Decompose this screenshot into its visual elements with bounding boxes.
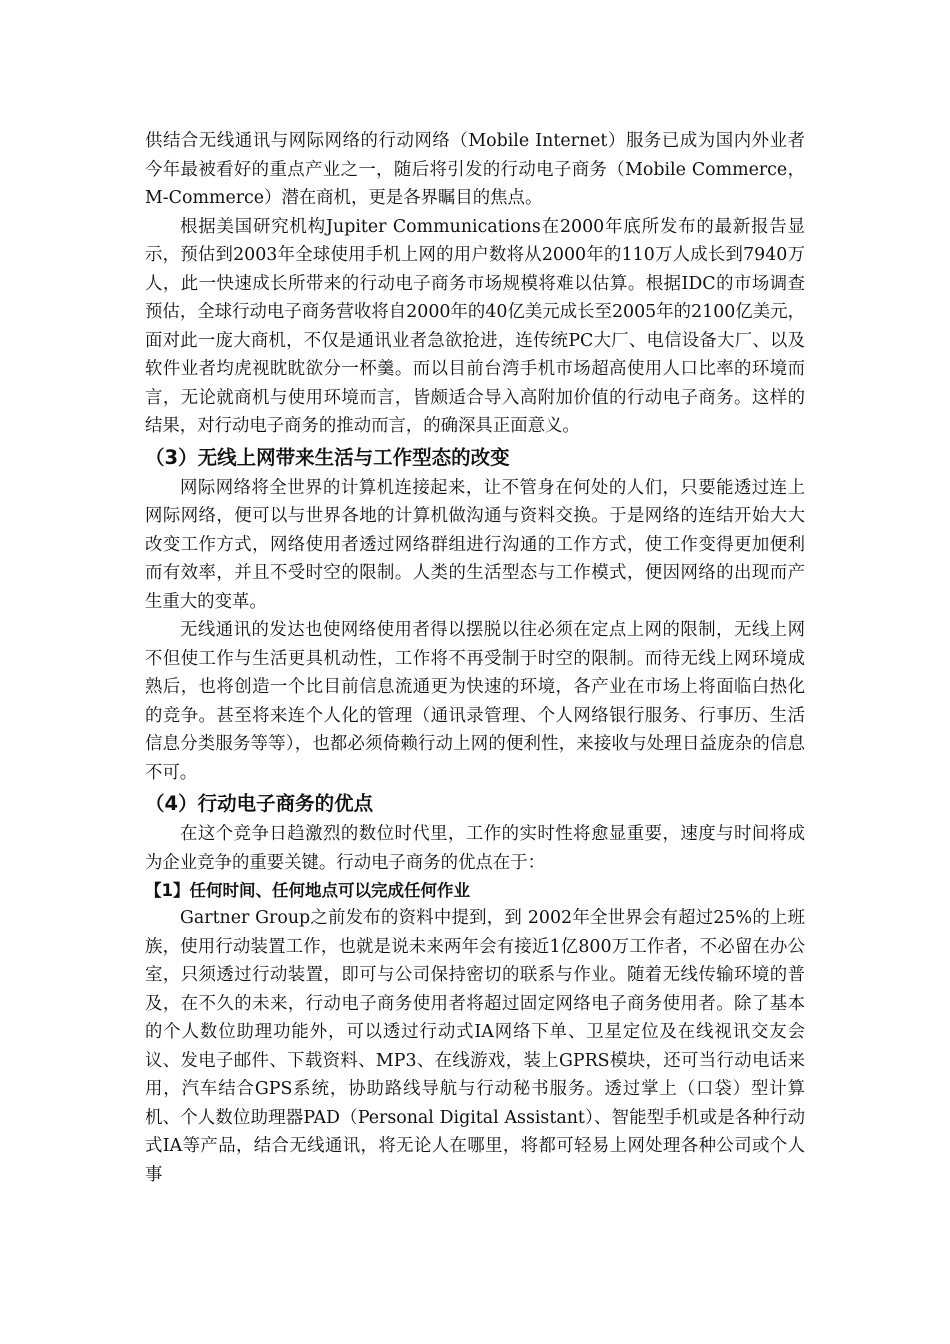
body-paragraph: 网际网络将全世界的计算机连接起来，让不管身在何处的人们，只要能透过连上网际网络，便可以与世界各地的计算机做沟通与资料交换。于是网络的连结开始大大改变工作方式，网络使用者透过网络群组进行沟通的工作方式，使工作变得更加便利而有效率，并且不受时空的限制。人类的生活型态与工作模式，便因网络的出现而产生重大的变革。 bbox=[145, 477, 805, 612]
section-heading: （4）行动电子商务的优点 bbox=[145, 792, 374, 815]
document-page bbox=[145, 127, 805, 1189]
subsection-heading: 【1】任何时间、任何地点可以完成任何作业 bbox=[145, 881, 470, 900]
body-paragraph: 根据美国研究机构Jupiter Communications在2000年底所发布的最新报告显示，预估到2003年全球使用手机上网的用户数将从2000年的110万人成长到7940万人，此一快速成长所带来的行动电子商务市场规模将难以估算。根据IDC的市场调查预估，全球行动电子商务营收将自2000年的40亿美元成长至2005年的2100亿美元，面对此一庞大商机，不仅是通讯业者急欲抢进，连传统PC大厂、电信设备大厂、以及软件业者均虎视眈眈欲分一杯羹。而以目前台湾手机市场超高使用人口比率的环境而言，无论就商机与使用环境而言，皆颇适合导入高附加价值的行动电子商务。这样的结果，对行动电子商务的推动而言，的确深具正面意义。 bbox=[145, 216, 805, 436]
body-paragraph: Gartner Group之前发布的资料中提到，到 2002年全世界会有超过25%的上班族，使用行动装置工作，也就是说未来两年会有接近1亿800万工作者，不必留在办公室，只须透过行动装置，即可与公司保持密切的联系与作业。随着无线传输环境的普及，在不久的未来，行动电子商务使用者将超过固定网络电子商务使用者。除了基本的个人数位助理功能外，可以透过行动式IA网络下单、卫星定位及在线视讯交友会议、发电子邮件、下载资料、MP3、在线游戏，装上GPRS模块，还可当行动电话来用，汽车结合GPS系统，协助路线导航与行动秘书服务。透过掌上（口袋）型计算机、个人数位助理器PAD（Personal Digital Assistant）、智能型手机或是各种行动式IA等产品，结合无线通讯，将无论人在哪里，将都可轻易上网处理各种公司或个人事 bbox=[145, 908, 805, 1185]
body-paragraph: 无线通讯的发达也使网络使用者得以摆脱以往必须在定点上网的限制，无线上网不但使工作与生活更具机动性，工作将不再受制于时空的限制。而待无线上网环境成熟后，也将创造一个比目前信息流通更为快速的环境，各产业在市场上将面临白热化的竞争。甚至将来连个人化的管理（通讯录管理、个人网络银行服务、行事历、生活信息分类服务等等），也都必须倚赖行动上网的便利性，来接收与处理日益庞杂的信息不可。 bbox=[145, 620, 805, 783]
body-paragraph: 在这个竞争日趋激烈的数位时代里，工作的实时性将愈显重要，速度与时间将成为企业竞争的重要关键。行动电子商务的优点在于： bbox=[145, 824, 805, 873]
section-heading: （3）无线上网带来生活与工作型态的改变 bbox=[145, 445, 510, 469]
body-paragraph: 供结合无线通讯与网际网络的行动网络（Mobile Internet）服务已成为国内外业者今年最被看好的重点产业之一，随后将引发的行动电子商务（Mobile Commerce，M-Commerce）潜在商机，更是各界瞩目的焦点。 bbox=[145, 131, 805, 208]
